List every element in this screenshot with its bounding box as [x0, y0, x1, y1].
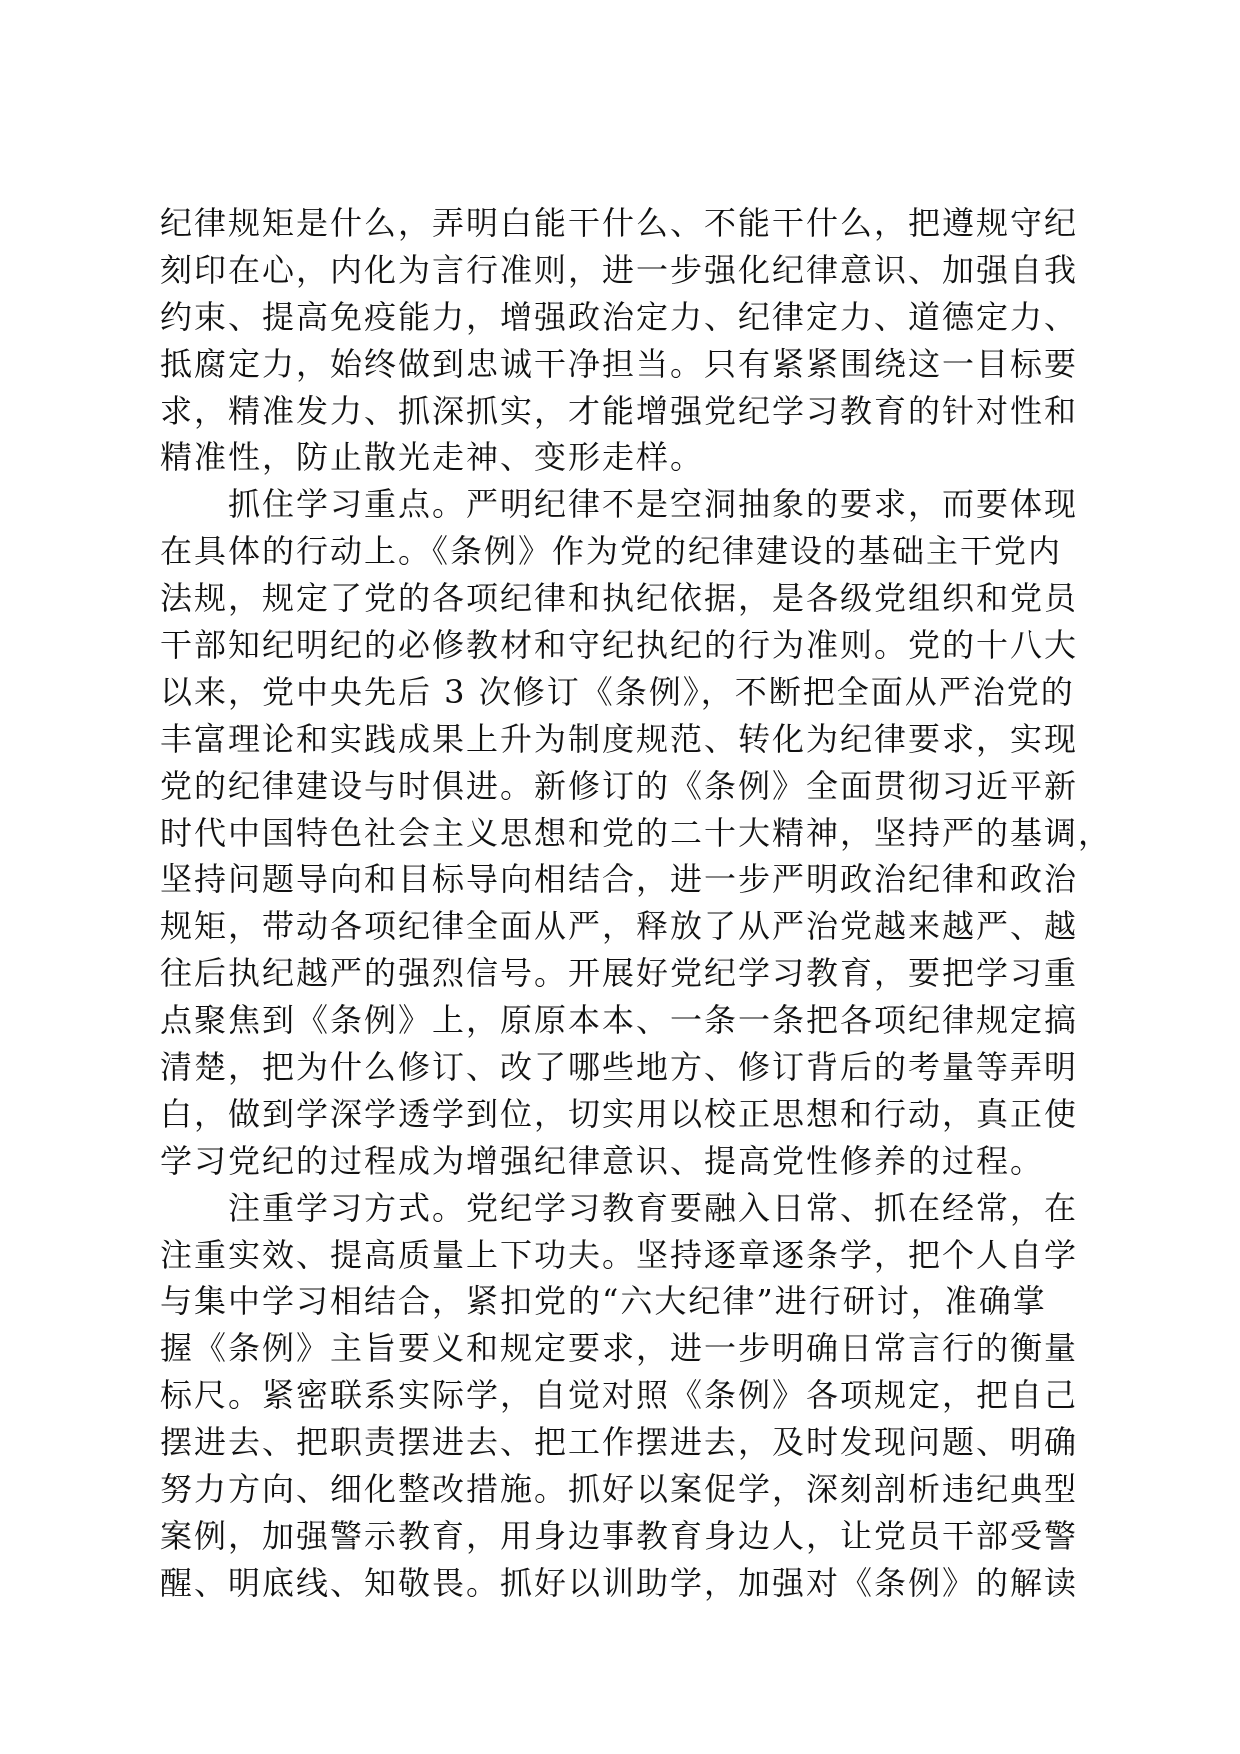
text-line: 以来，党中央先后 3 次修订《条例》，不断把全面从严治党的 [160, 672, 1075, 711]
text-line: 干部知纪明纪的必修教材和守纪执纪的行为准则。党的十八大 [160, 626, 1079, 665]
text-line: 点聚焦到《条例》上，原原本本、一条一条把各项纪律规定搞 [160, 1001, 1079, 1040]
text-line: 规矩，带动各项纪律全面从严，释放了从严治党越来越严、越 [160, 907, 1079, 946]
text-line: 醒、明底线、知敬畏。抓好以训助学，加强对《条例》的解读 [160, 1563, 1079, 1602]
text-line: 抵腐定力，始终做到忠诚干净担当。只有紧紧围绕这一目标要 [160, 344, 1079, 383]
text-line: 约束、提高免疫能力，增强政治定力、纪律定力、道德定力、 [160, 297, 1079, 336]
text-line: 握《条例》主旨要义和规定要求，进一步明确日常言行的衡量 [160, 1329, 1079, 1368]
text-line: 刻印在心，内化为言行准则，进一步强化纪律意识、加强自我 [160, 250, 1079, 289]
text-line: 标尺。紧密联系实际学，自觉对照《条例》各项规定，把自己 [160, 1376, 1079, 1415]
text-line: 注重实效、提高质量上下功夫。坚持逐章逐条学，把个人自学 [160, 1235, 1079, 1274]
text-line: 时代中国特色社会主义思想和党的二十大精神，坚持严的基调， [160, 813, 1113, 852]
text-line: 党的纪律建设与时俱进。新修订的《条例》全面贯彻习近平新 [160, 766, 1079, 805]
text-line: 案例，加强警示教育，用身边事教育身边人，让党员干部受警 [160, 1516, 1079, 1555]
text-line: 清楚，把为什么修订、改了哪些地方、修订背后的考量等弄明 [160, 1048, 1079, 1087]
text-line: 努力方向、细化整改措施。抓好以案促学，深刻剖析违纪典型 [160, 1470, 1079, 1509]
text-line: 法规，规定了党的各项纪律和执纪依据，是各级党组织和党员 [160, 579, 1079, 618]
document-body-text [160, 200, 1113, 1607]
text-line: 在具体的行动上。《条例》作为党的纪律建设的基础主干党内 [160, 532, 1063, 571]
paragraph-first-line: 注重学习方式。党纪学习教育要融入日常、抓在经常，在 [228, 1188, 1079, 1227]
text-line: 白，做到学深学透学到位，切实用以校正思想和行动，真正使 [160, 1094, 1079, 1133]
text-line: 往后执纪越严的强烈信号。开展好党纪学习教育，要把学习重 [160, 954, 1079, 993]
text-line: 丰富理论和实践成果上升为制度规范、转化为纪律要求，实现 [160, 719, 1079, 758]
text-line: 与集中学习相结合，紧扣党的“六大纪律”进行研讨，准确掌 [160, 1282, 1047, 1321]
text-line: 纪律规矩是什么，弄明白能干什么、不能干什么，把遵规守纪 [160, 204, 1079, 242]
text-line: 精准性，防止散光走神、变形走样。 [160, 438, 705, 477]
text-line: 学习党纪的过程成为增强纪律意识、提高党性修养的过程。 [160, 1141, 1045, 1180]
paragraph-first-line: 抓住学习重点。严明纪律不是空洞抽象的要求，而要体现 [228, 485, 1079, 524]
text-line: 摆进去、把职责摆进去、把工作摆进去，及时发现问题、明确 [160, 1423, 1079, 1462]
text-line: 求，精准发力、抓深抓实，才能增强党纪学习教育的针对性和 [160, 391, 1079, 430]
text-line: 坚持问题导向和目标导向相结合，进一步严明政治纪律和政治 [160, 860, 1079, 899]
